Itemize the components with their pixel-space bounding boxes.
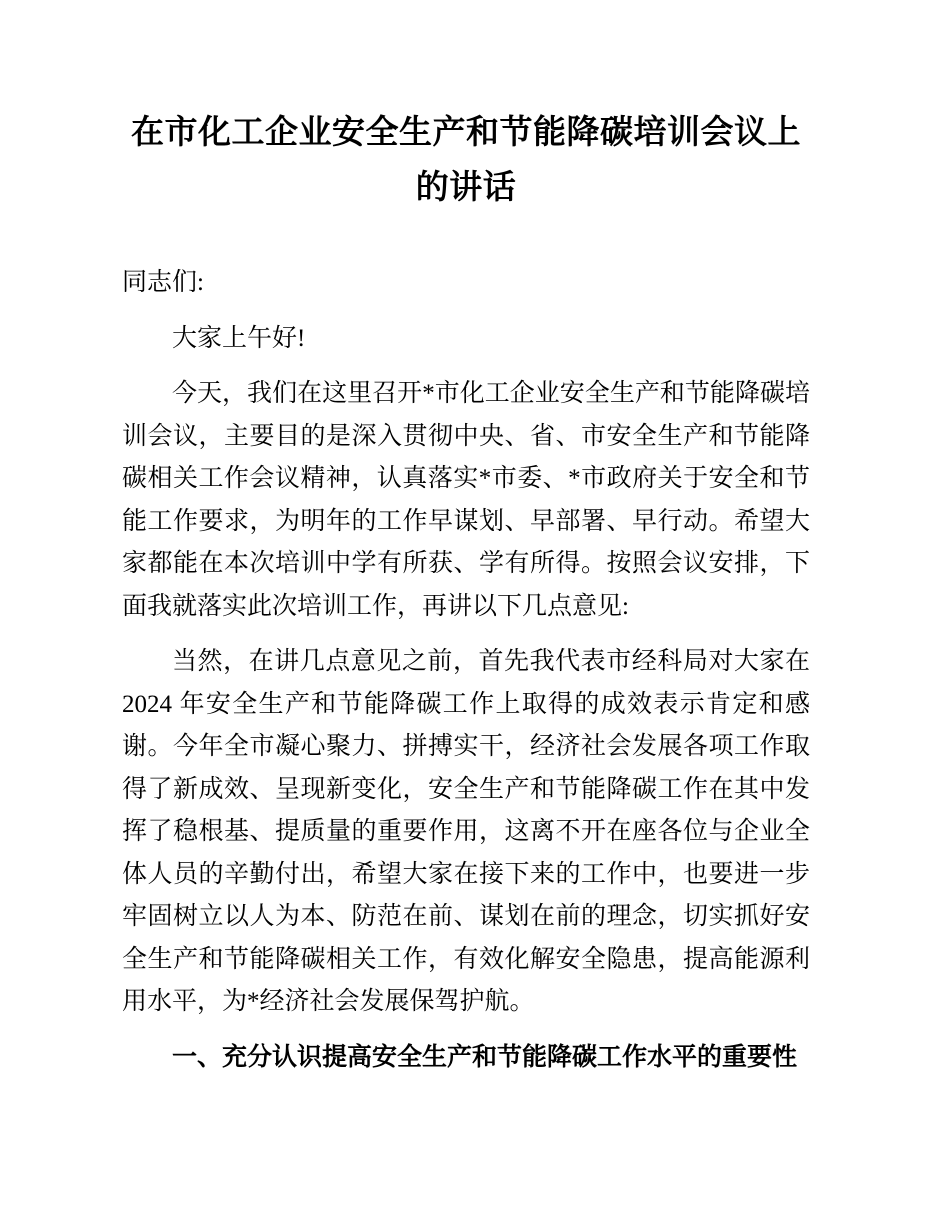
salutation-paragraph: 同志们: xyxy=(122,269,204,296)
section-heading: 一、充分认识提高安全生产和节能降碳工作水平的重要性 xyxy=(172,1043,798,1071)
greeting-paragraph: 大家上午好! xyxy=(172,324,306,352)
body-paragraph-2: 当然，在讲几点意见之前，首先我代表市经科局对大家在2024 年安全生产和节能降碳工作上取得的成效表示肯定和感谢。今年全市凝心聚力、拼搏实干，经济社会发展各项工作取得了新成效、呈现新变化，安全生产和节能降碳工作在其中发挥了稳根基、提质量的重要作用，这离不开在座各位与企业全体人员的辛勤付出，希望大家在接下来的工作中，也要进一步牢固树立以人为本、防范在前、谋划在前的理念，切实抓好安全生产和节能降碳相关工作，有效化解安全隐患，提高能源利用水平，为*经济社会发展保驾护航。 xyxy=(122,648,810,1015)
body-paragraph-1: 今天，我们在这里召开*市化工企业安全生产和节能降碳培训会议，主要目的是深入贯彻中央、省、市安全生产和节能降碳相关工作会议精神，认真落实*市委、*市政府关于安全和节能工作要求，为明年的工作早谋划、早部署、早行动。希望大家都能在本次培训中学有所获、学有所得。按照会议安排，下面我就落实此次培训工作，再讲以下几点意见: xyxy=(122,380,810,620)
document-title: 在市化工企业安全生产和节能降碳培训会议上的讲话 xyxy=(131,113,801,205)
